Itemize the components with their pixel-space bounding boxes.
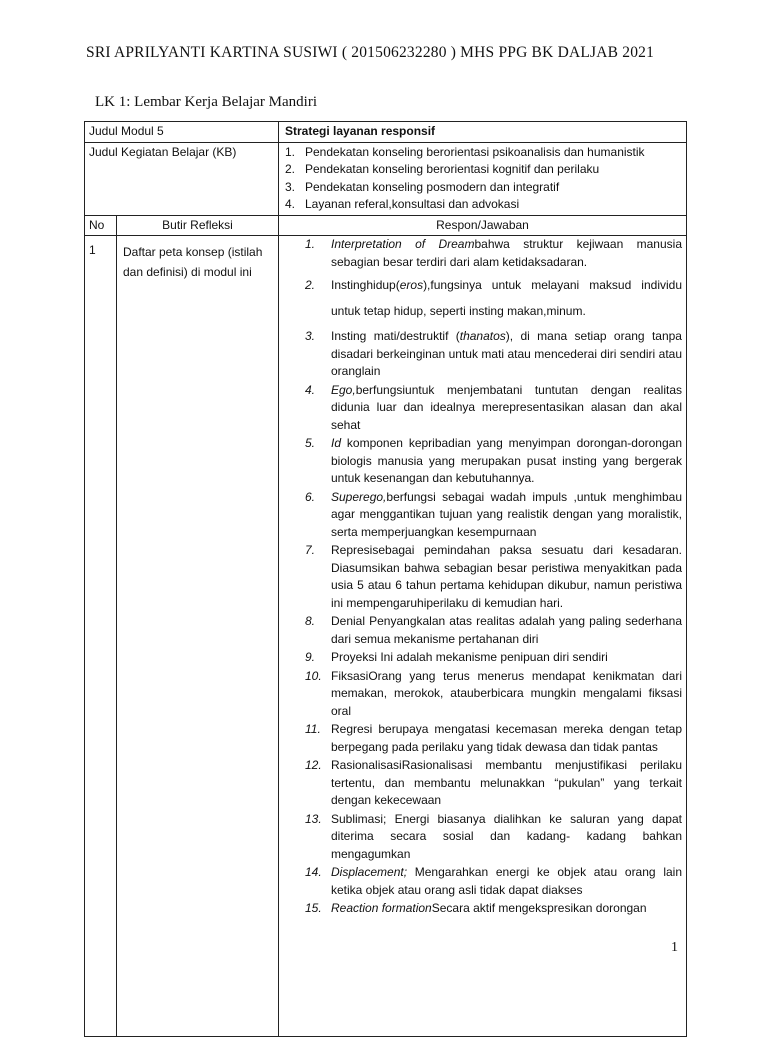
row-kegiatan-belajar bbox=[85, 142, 687, 215]
document-header: SRI APRILYANTI KARTINA SUSIWI ( 201506232280 ) MHS PPG BK DALJAB 2021 bbox=[86, 44, 655, 61]
butir-refleksi-text: Daftar peta konsep (istilah dan definisi) di modul ini bbox=[117, 236, 279, 1037]
label-judul-kb: Judul Kegiatan Belajar (KB) bbox=[85, 142, 279, 215]
concept-item: 3. Insting mati/destruktif (thanatos), di mana setiap orang tanpa disadari berkeinginan untuk mati atau mencederai diri sendiri atau oranglain bbox=[305, 329, 682, 378]
row-1 bbox=[85, 236, 687, 1037]
concept-item: 2. Instinghidup(eros),fungsinya untuk melayani maksud individu untuk tetap hidup, seperti insting makan,minum. bbox=[305, 278, 682, 318]
concept-item: 1. Interpretation of Dreambahwa struktur kejiwaan manusia sebagian besar terdiri dari alam ketidaksadaran. bbox=[305, 237, 682, 269]
worksheet-table bbox=[84, 121, 687, 1037]
kb-list-cell bbox=[279, 142, 687, 215]
header-respon: Respon/Jawaban bbox=[279, 215, 687, 236]
document-subtitle: LK 1: Lembar Kerja Belajar Mandiri bbox=[95, 94, 317, 110]
concept-item: 12. RasionalisasiRasionalisasi membantu menjustifikasi perilaku tertentu, dan membantu melunakkan “pukulan” yang terkait dengan kekecewaan bbox=[305, 758, 682, 807]
page-number: 1 bbox=[671, 940, 678, 955]
row-modul bbox=[85, 122, 687, 143]
value-judul-modul: Strategi layanan responsif bbox=[279, 122, 687, 143]
table-header-row bbox=[85, 215, 687, 236]
kb-item: 2. Pendekatan konseling berorientasi kognitif dan perilaku bbox=[285, 162, 600, 176]
kb-item: 3. Pendekatan konseling posmodern dan integratif bbox=[285, 179, 560, 194]
concept-item: 8. Denial Penyangkalan atas realitas adalah yang paling sederhana dari semua mekanisme pertahanan diri bbox=[305, 614, 682, 646]
concept-item: 7. Represisebagai pemindahan paksa sesuatu dari kesadaran. Diasumsikan bahwa sebagian besar peristiwa menyakitkan pada usia 5 atau 6 tahun pertama kehidupan dikubur, namun peristiwa ini mempengaruhiperilaku di kemudian hari. bbox=[305, 543, 682, 610]
concept-item: 13. Sublimasi; Energi biasanya dialihkan ke saluran yang dapat diterima secara sosial dan kadang- kadang bahkan mengagumkan bbox=[305, 811, 682, 861]
concept-item: 9. Proyeksi Ini adalah mekanisme penipuan diri sendiri bbox=[305, 650, 608, 664]
kb-item: 4. Layanan referal,konsultasi dan advokasi bbox=[285, 197, 520, 211]
kb-item: 1. Pendekatan konseling berorientasi psikoanalisis dan humanistik bbox=[285, 144, 645, 159]
header-butir-refleksi: Butir Refleksi bbox=[117, 215, 279, 236]
concept-item: 5. Id komponen kepribadian yang menyimpan dorongan-dorongan biologis manusia yang merupakan pusat insting yang bergerak untuk kesenangan dan kebutuhannya. bbox=[305, 436, 682, 485]
row-number: 1 bbox=[85, 236, 117, 1037]
kb-list bbox=[285, 144, 680, 214]
concept-item: 6. Superego,berfungsi sebagai wadah impuls ,untuk menghimbau agar menggantikan tujuan yang realistik dengan yang moralistik, serta memperjuangkan kesempurnaan bbox=[305, 489, 682, 539]
concept-item: 10. FiksasiOrang yang terus menerus mendapat kenikmatan dari memakan, merokok, atauberbicara mungkin mengalami fiksasi oral bbox=[305, 668, 682, 718]
label-judul-modul: Judul Modul 5 bbox=[85, 122, 279, 143]
concept-item: 14. Displacement; Mengarahkan energi ke objek atau orang lain ketika objek atau orang asli tidak dapat diakses bbox=[305, 865, 682, 897]
header-no: No bbox=[85, 215, 117, 236]
concept-item: 11. Regresi berupaya mengatasi kecemasan mereka dengan tetap berpegang pada perilaku yang tidak dewasa dan tidak pantas bbox=[305, 722, 682, 754]
response-cell bbox=[279, 236, 687, 1037]
concept-item: 15. Reaction formationSecara aktif mengekspresikan dorongan bbox=[305, 901, 647, 915]
concept-item: 4. Ego,berfungsiuntuk menjembatani tuntutan dengan realitas didunia luar dan idealnya merepresentasikan alasan dan akal sehat bbox=[305, 382, 682, 432]
